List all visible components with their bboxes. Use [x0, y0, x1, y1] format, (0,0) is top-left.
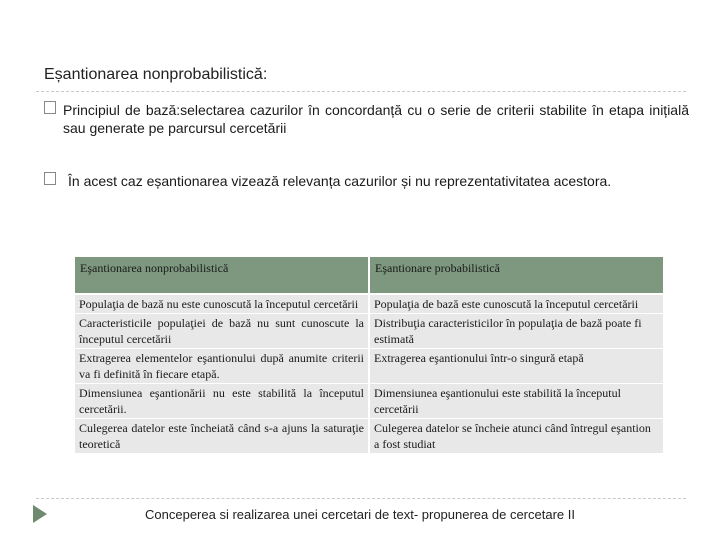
table-cell: Culegerea datelor este încheiată când s-a ajuns la saturaţie teoretică	[75, 419, 369, 454]
checkbox-bullet-icon	[44, 101, 56, 114]
slide-title: Eșantionarea nonprobabilistică:	[44, 66, 268, 83]
table-row	[75, 349, 663, 384]
table-row	[75, 314, 663, 349]
table-cell: Extragerea eşantionului într-o singură etapă	[369, 349, 663, 384]
footer-divider	[36, 498, 686, 499]
table-cell: Culegerea datelor se încheie atunci când întregul eşantion a fost studiat	[369, 419, 663, 454]
bullet-text: Principiul de bază:selectarea cazurilor în concordanță cu o serie de criterii stabilite în etapa inițială sau generate pe parcursul cercetării	[63, 102, 689, 136]
title-divider	[36, 91, 686, 92]
table-header-nonprobabilistic: Eşantionarea nonprobabilistică	[75, 257, 369, 294]
table-cell: Populaţia de bază nu este cunoscută la începutul cercetării	[75, 294, 369, 314]
table-header-probabilistic: Eşantionare probabilistică	[369, 257, 663, 294]
table-row	[75, 294, 663, 314]
bullet-text: În acest caz eșantionarea vizează relevanța cazurilor și nu reprezentativitatea acestora.	[68, 173, 612, 189]
table-cell: Dimensiunea eşantionării nu este stabilită la începutul cercetării.	[75, 384, 369, 419]
comparison-table	[75, 257, 663, 454]
table-cell: Caracteristicile populaţiei de bază nu sunt cunoscute la începutul cercetării	[75, 314, 369, 349]
table-cell: Distribuţia caracteristicilor în populaţia de bază poate fi estimată	[369, 314, 663, 349]
footer-text: Conceperea si realizarea unei cercetari de text- propunerea de cercetare II	[145, 507, 575, 522]
table-cell: Populaţia de bază este cunoscută la începutul cercetării	[369, 294, 663, 314]
table-row	[75, 384, 663, 419]
table-row	[75, 419, 663, 454]
checkbox-bullet-icon	[44, 172, 56, 185]
table-cell: Extragerea elementelor eşantionului după anumite criterii va fi definită în fiecare etapă.	[75, 349, 369, 384]
table-header-row	[75, 257, 663, 294]
table-cell: Dimensiunea eşantionului este stabilită la începutul cercetării	[369, 384, 663, 419]
